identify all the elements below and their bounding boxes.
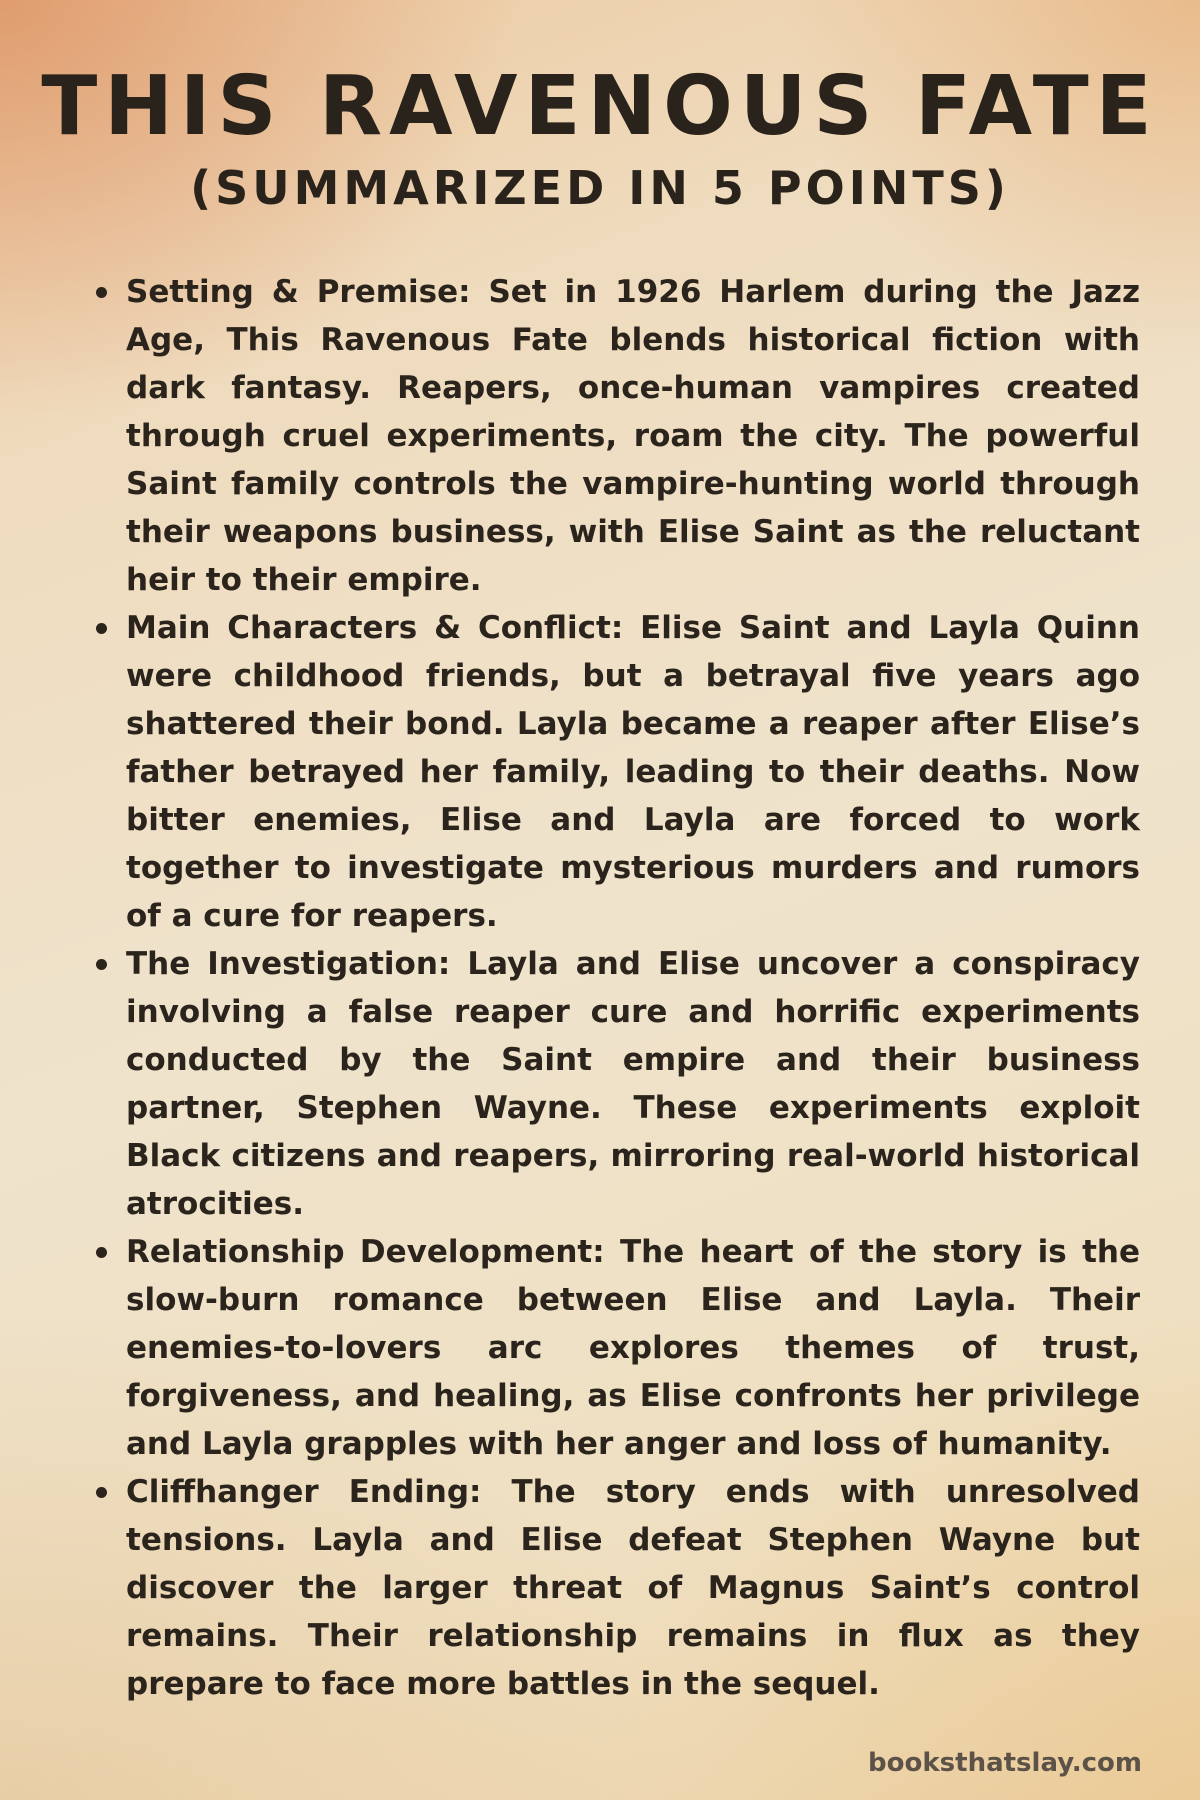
summary-point-text: Cliffhanger Ending: The story ends with unresolved tensions. Layla and Elise defeat Stephen Wayne but discover the larger threat of Magnus Saint’s control remains. Their relationship remains in flux as they prepare to face more battles in the sequel. xyxy=(126,1474,1140,1702)
page-subtitle: (SUMMARIZED IN 5 POINTS) xyxy=(190,161,1010,215)
bullet-dot-icon xyxy=(96,623,107,634)
bullet-dot-icon xyxy=(96,959,107,970)
summary-point-main-characters xyxy=(94,604,1140,940)
summary-point-relationship xyxy=(94,1228,1140,1468)
summary-point-text: Setting & Premise: Set in 1926 Harlem during the Jazz Age, This Ravenous Fate blends historical fiction with dark fantasy. Reapers, once-human vampires created through cruel experiments, roam the city. The powerful Saint family controls the vampire-hunting world through their weapons business, with Elise Saint as the reluctant heir to their empire. xyxy=(126,274,1140,598)
summary-point-text: Main Characters & Conflict: Elise Saint and Layla Quinn were childhood friends, but a betrayal five years ago shattered their bond. Layla became a reaper after Elise’s father betrayed her family, leading to their deaths. Now bitter enemies, Elise and Layla are forced to work together to investigate mysterious murders and rumors of a cure for reapers. xyxy=(126,610,1140,934)
source-watermark: booksthatslay.com xyxy=(868,1748,1142,1778)
bullet-dot-icon xyxy=(96,1247,107,1258)
summary-point-text: Relationship Development: The heart of the story is the slow-burn romance between Elise and Layla. Their enemies-to-lovers arc explores themes of trust, forgiveness, and healing, as Elise confronts her privilege and Layla grapples with her anger and loss of humanity. xyxy=(126,1234,1140,1462)
bullet-dot-icon xyxy=(96,287,107,298)
summary-point-setting-premise xyxy=(94,268,1140,604)
bullet-dot-icon xyxy=(96,1487,107,1498)
summary-point-investigation xyxy=(94,940,1140,1228)
summary-point-text: The Investigation: Layla and Elise uncover a conspiracy involving a false reaper cure and horrific experiments conducted by the Saint empire and their business partner, Stephen Wayne. These experiments exploit Black citizens and reapers, mirroring real-world historical atrocities. xyxy=(126,946,1140,1222)
page-title: THIS RAVENOUS FATE xyxy=(41,59,1159,154)
summary-points-list xyxy=(94,268,1140,1708)
summary-point-cliffhanger xyxy=(94,1468,1140,1708)
